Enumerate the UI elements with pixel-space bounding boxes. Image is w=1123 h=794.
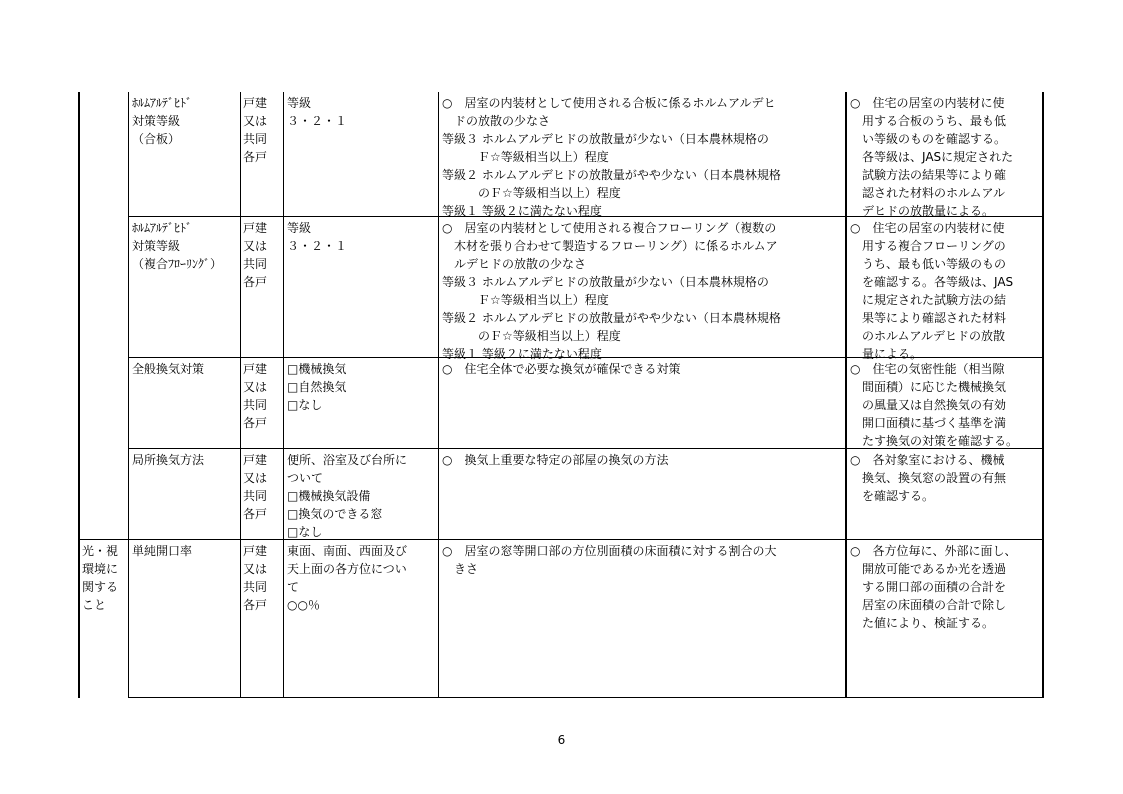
content-line: 等級２ ホルムアルデヒドの放散量がやや少ない（日本農林規格	[442, 311, 781, 325]
verify-line: たす換気の対策を確認する。	[850, 434, 1019, 448]
verify-line: 開口面積に基づく基準を満	[850, 416, 1007, 430]
option-line: □なし	[287, 525, 323, 539]
options-cell	[287, 360, 346, 414]
unit-line: 又は	[243, 114, 268, 128]
unit-line: 戸建	[243, 96, 268, 110]
unit-line: 又は	[243, 239, 268, 253]
item-line: 対策等級	[132, 114, 181, 128]
unit-cell	[243, 94, 267, 166]
item-cell	[132, 451, 204, 469]
content-cell	[442, 451, 668, 469]
verify-line: い等級のものを確認する。	[850, 132, 1007, 146]
verify-line: に規定された試験方法の結	[850, 293, 1007, 307]
verify-cell	[850, 94, 1013, 220]
evaluation-table	[78, 92, 1044, 698]
verify-cell	[850, 542, 1016, 632]
verify-cell	[850, 360, 1018, 450]
options-cell	[287, 451, 407, 541]
unit-line: 各戸	[243, 416, 268, 430]
unit-line: 戸建	[243, 362, 268, 376]
unit-cell	[243, 360, 267, 432]
column-divider	[240, 92, 241, 698]
item-cell	[132, 542, 192, 560]
options-cell	[287, 219, 347, 255]
verify-line: 試験方法の結果等により確	[850, 168, 1007, 182]
item-line: 全般換気対策	[132, 362, 205, 376]
item-line: （複合ﾌﾛｰﾘﾝｸﾞ）	[132, 257, 223, 271]
category-line: 環境に	[82, 562, 119, 576]
content-line: ○ 住宅全体で必要な換気が確保できる対策	[442, 362, 681, 376]
unit-line: 戸建	[243, 544, 268, 558]
content-line: のＦ☆等級相当以上）程度	[442, 186, 621, 200]
item-cell	[132, 219, 222, 273]
content-line: ドの放散の少なさ	[442, 114, 551, 128]
verify-line: ○ 住宅の気密性能（相当隙	[850, 362, 1005, 376]
verify-line: する開口部の面積の合計を	[850, 580, 1007, 594]
verify-line: 認された材料のホルムアル	[850, 186, 1006, 200]
content-line: 等級３ ホルムアルデヒドの放散量が少ない（日本農林規格の	[442, 132, 769, 146]
option-line: □機械換気	[287, 362, 347, 376]
unit-line: 各戸	[243, 507, 268, 521]
item-line: ﾎﾙﾑｱﾙﾃﾞﾋﾄﾞ	[132, 96, 193, 110]
unit-line: 又は	[243, 380, 268, 394]
option-line: □なし	[287, 398, 323, 412]
verify-cell	[850, 451, 1006, 505]
content-line: ○ 居室の内装材として使用される合板に係るホルムアルデヒ	[442, 96, 776, 110]
verify-line: 果等により確認された材料	[850, 311, 1007, 325]
unit-cell	[243, 451, 267, 523]
unit-line: 各戸	[243, 598, 268, 612]
item-line: ﾎﾙﾑｱﾙﾃﾞﾋﾄﾞ	[132, 221, 193, 235]
table-right-border	[1042, 92, 1044, 698]
verify-line: ○ 住宅の居室の内装材に使	[850, 96, 1005, 110]
content-cell	[442, 542, 776, 578]
content-line: Ｆ☆等級相当以上）程度	[442, 150, 609, 164]
option-line: 天上面の各方位につい	[287, 562, 407, 576]
verify-line: ○ 各方位毎に、外部に面し、	[850, 544, 1017, 558]
content-line: ○ 換気上重要な特定の部屋の換気の方法	[442, 453, 669, 467]
content-line: ○ 居室の内装材として使用される複合フローリング（複数の	[442, 221, 777, 235]
verify-line: 用する合板のうち、最も低	[850, 114, 1007, 128]
unit-line: 又は	[243, 471, 268, 485]
item-line: （合板）	[132, 132, 181, 146]
option-line: 便所、浴室及び台所に	[287, 453, 408, 467]
verify-line: 用する複合フローリングの	[850, 239, 1006, 253]
item-cell	[132, 360, 204, 378]
options-cell	[287, 542, 407, 614]
table-bottom-border	[128, 697, 1044, 698]
content-line: 等級１ 等級２に満たない程度	[442, 347, 602, 361]
verify-line: 各等級は、JASに規定された	[850, 150, 1014, 164]
content-cell	[442, 94, 781, 220]
verify-line: うち、最も低い等級のもの	[850, 257, 1007, 271]
verify-line: ○ 住宅の居室の内装材に使	[850, 221, 1005, 235]
unit-line: 各戸	[243, 275, 268, 289]
content-line: きさ	[442, 562, 479, 576]
option-line: ３・２・１	[287, 239, 348, 253]
option-line: 等級	[287, 96, 312, 110]
unit-line: 共同	[243, 580, 268, 594]
category-cell	[82, 542, 118, 614]
unit-cell	[243, 542, 267, 614]
unit-cell	[243, 219, 267, 291]
item-line: 対策等級	[132, 239, 181, 253]
category-line: 関する	[82, 580, 119, 594]
content-line: ルデヒドの放散の少なさ	[442, 257, 587, 271]
verify-line: 量による。	[850, 347, 923, 361]
verify-line: を確認する。	[850, 489, 935, 503]
verify-cell	[850, 219, 1013, 363]
item-cell	[132, 94, 192, 148]
row-divider	[78, 539, 1044, 540]
unit-line: 又は	[243, 562, 268, 576]
verify-line: を確認する。各等級は、JAS	[850, 275, 1014, 289]
content-line: 等級１ 等級２に満たない程度	[442, 204, 602, 218]
verify-line: た値により、検証する。	[850, 616, 995, 630]
verify-line: ○ 各対象室における、機械	[850, 453, 1005, 467]
column-divider	[283, 92, 284, 698]
option-line: □換気のできる窓	[287, 507, 383, 521]
option-line: ○○％	[287, 598, 320, 612]
verify-line: 開放可能であるか光を透過	[850, 562, 1007, 576]
category-line: こと	[82, 598, 107, 612]
verify-line: の風量又は自然換気の有効	[850, 398, 1007, 412]
column-divider	[845, 92, 847, 698]
content-line: Ｆ☆等級相当以上）程度	[442, 293, 609, 307]
column-divider	[438, 92, 439, 698]
content-cell	[442, 360, 680, 378]
option-line: 東面、南面、西面及び	[287, 544, 408, 558]
options-cell	[287, 94, 347, 130]
option-line: 等級	[287, 221, 312, 235]
category-line: 光・視	[82, 544, 119, 558]
unit-line: 各戸	[243, 150, 268, 164]
unit-line: 共同	[243, 257, 268, 271]
unit-line: 共同	[243, 132, 268, 146]
option-line: □機械換気設備	[287, 489, 371, 503]
verify-line: デヒドの放散量による。	[850, 204, 995, 218]
verify-line: のホルムアルデヒドの放散	[850, 329, 1006, 343]
unit-line: 戸建	[243, 221, 268, 235]
content-line: のＦ☆等級相当以上）程度	[442, 329, 621, 343]
table-left-border	[78, 92, 80, 698]
option-line: ついて	[287, 471, 324, 485]
verify-line: 換気、換気窓の設置の有無	[850, 471, 1007, 485]
content-line: ○ 居室の窓等開口部の方位別面積の床面積に対する割合の大	[442, 544, 777, 558]
option-line: ３・２・１	[287, 114, 348, 128]
verify-line: 間面積）に応じた機械換気	[850, 380, 1007, 394]
item-line: 単純開口率	[132, 544, 193, 558]
option-line: て	[287, 580, 300, 594]
content-line: 木材を張り合わせて製造するフローリング）に係るホルムア	[442, 239, 778, 253]
unit-line: 共同	[243, 398, 268, 412]
column-divider	[128, 92, 129, 698]
item-line: 局所換気方法	[132, 453, 205, 467]
option-line: □自然換気	[287, 380, 347, 394]
verify-line: 居室の床面積の合計で除し	[850, 598, 1007, 612]
content-line: 等級３ ホルムアルデヒドの放散量が少ない（日本農林規格の	[442, 275, 769, 289]
unit-line: 共同	[243, 489, 268, 503]
unit-line: 戸建	[243, 453, 268, 467]
content-line: 等級２ ホルムアルデヒドの放散量がやや少ない（日本農林規格	[442, 168, 781, 182]
content-cell	[442, 219, 781, 363]
page-number: 6	[557, 733, 566, 747]
